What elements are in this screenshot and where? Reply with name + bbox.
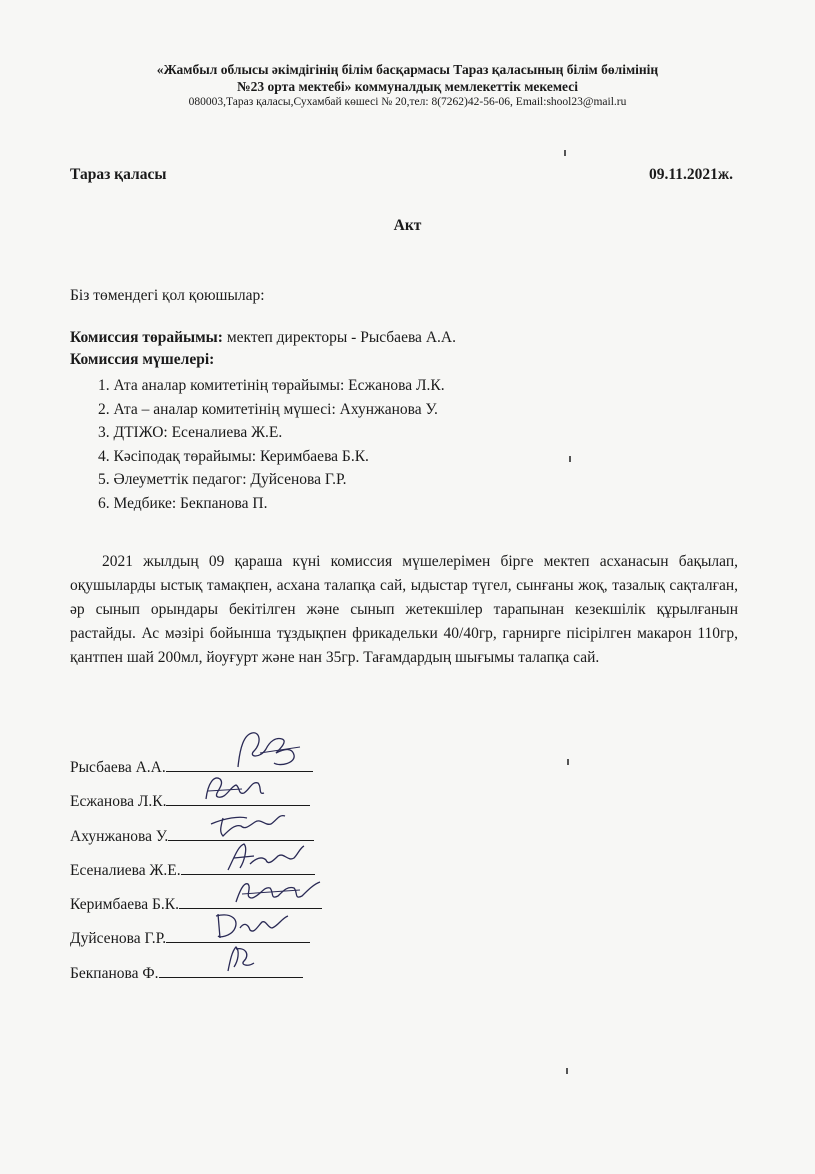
list-item: 6. Медбике: Бекпанова П.: [98, 494, 268, 512]
handwritten-signature: [210, 906, 300, 944]
signature-row: [70, 928, 322, 962]
header-contacts: 080003,Тараз қаласы,Сухамбай көшесі № 20,тел: 8(7262)42-56-06, Email:shool23@mail.ru: [188, 96, 627, 108]
handwritten-signature: [230, 727, 310, 773]
scan-mark: [566, 1068, 568, 1074]
signatory-name: Керимбаева Б.К.: [70, 896, 179, 914]
header-org-line2: №23 орта мектебі» коммуналдық мемлекеттік мекемесі: [237, 79, 578, 94]
handwritten-signature: [205, 804, 295, 840]
city: Тараз қаласы: [70, 166, 167, 183]
signature-row: [70, 757, 322, 791]
scan-mark: [564, 150, 566, 156]
members-list: [98, 374, 445, 516]
body-paragraph: 2021 жылдың 09 қараша күні комиссия мүшелерімен бірге мектеп асханасын бақылап, оқушыларды ыстық тамақпен, асхана талапқа сай, ыдыстар түгел, сынғаны жоқ, тазалық сақталған, әр сынып орындары бекітілген және сынып жетекшілер тарапынан кезекшілік құрылғанын растайды. Ас мәзірі бойынша тұздықпен фрикадельки 40/40гр, гарнирге пісірілген макарон 110гр, қантпен шай 200мл, йоуғурт және нан 35гр. Тағамдардың шығымы талапқа сай.: [70, 553, 738, 666]
chair-value: мектеп директоры - Рысбаева А.А.: [222, 329, 456, 346]
list-item: 3. ДТІЖО: Есеналиева Ж.Е.: [98, 424, 283, 442]
commission-chair: [70, 329, 456, 347]
signatory-name: Ахунжанова У.: [70, 827, 169, 845]
handwritten-signature: [218, 941, 268, 977]
header-org-line1: «Жамбыл облысы әкімдігінің білім басқармасы Тараз қаласының білім бөлімінің: [156, 62, 659, 77]
signatory-name: Есжанова Л.К.: [70, 793, 167, 811]
signatory-name: Дуйсенова Г.Р.: [70, 930, 167, 948]
signatory-name: Бекпанова Ф.: [70, 964, 159, 982]
handwritten-signature: [198, 769, 278, 805]
list-item: 2. Ата – аналар комитетінің мүшесі: Ахунжанова У.: [98, 400, 438, 418]
handwritten-signature: [220, 838, 310, 876]
list-item: 4. Кәсіподақ төрайымы: Керимбаева Б.К.: [98, 447, 369, 465]
document-title: Акт: [393, 217, 422, 234]
chair-label: Комиссия төрайымы:: [70, 329, 223, 346]
scan-mark: [567, 759, 569, 765]
handwritten-signature: [230, 872, 330, 910]
signature-block: [70, 757, 322, 997]
list-item: 1. Ата аналар комитетінің төрайымы: Есжанова Л.К.: [98, 377, 445, 394]
document-date: 09.11.2021ж.: [648, 166, 733, 183]
scan-mark: [569, 456, 571, 462]
signature-row: [70, 963, 322, 997]
intro-text: Біз төмендегі қол қоюшылар:: [70, 287, 265, 304]
signatory-name: Есеналиева Ж.Е.: [70, 861, 181, 879]
members-label: Комиссия мүшелері:: [70, 351, 215, 368]
signatory-name: Рысбаева А.А.: [70, 759, 166, 776]
list-item: 5. Әлеуметтік педагог: Дуйсенова Г.Р.: [98, 471, 347, 489]
